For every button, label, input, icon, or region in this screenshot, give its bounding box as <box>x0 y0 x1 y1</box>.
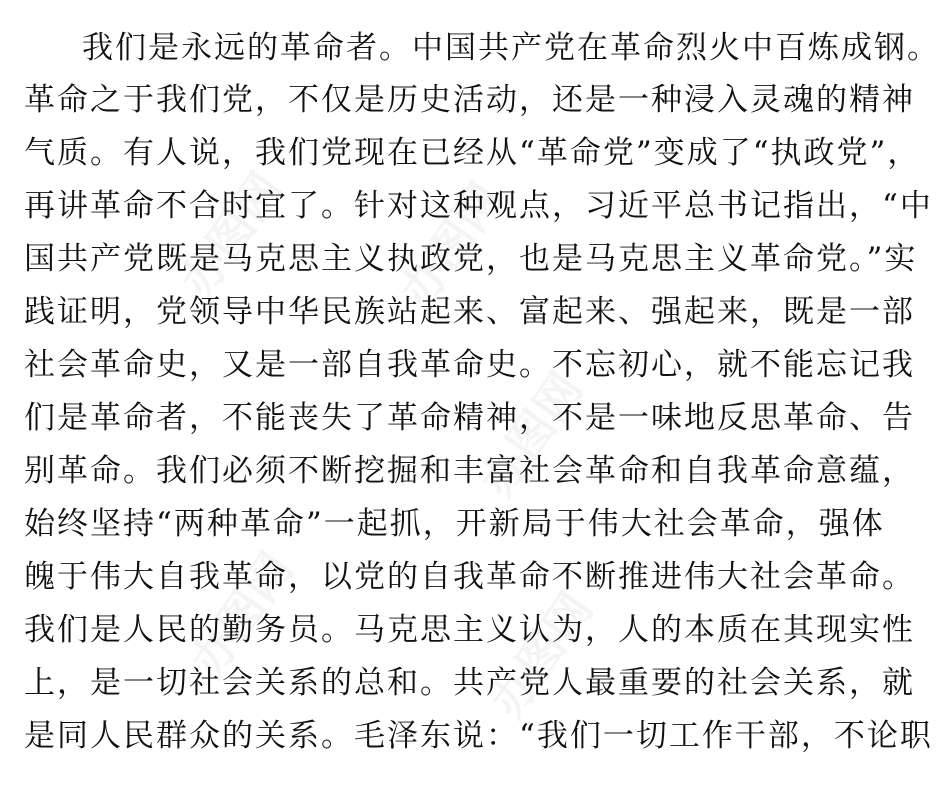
paragraph-line: 社会革命史，又是一部自我革命史。不忘初心，就不能忘记我 <box>24 347 915 383</box>
watermark: 办图网 <box>389 172 514 317</box>
paragraph-line: 上，是一切社会关系的总和。共产党人最重要的社会关系，就 <box>24 665 915 701</box>
paragraph-line: 我们是永远的革命者。中国共产党在革命烈火中百炼成钢。 <box>82 30 940 66</box>
watermark: 办图网 <box>479 582 604 727</box>
watermark: 办图网 <box>469 362 594 507</box>
watermark: 办图网 <box>179 542 304 687</box>
watermark: 办图网 <box>169 162 294 307</box>
paragraph-line: 国共产党既是马克思主义执政党，也是马克思主义革命党。”实 <box>24 241 918 277</box>
paragraph-line: 始终坚持“两种革命”一起抓，开新局于伟大社会革命，强体 <box>24 506 885 542</box>
paragraph-line: 别革命。我们必须不断挖掘和丰富社会革命和自我革命意蕴， <box>24 453 915 489</box>
paragraph-line: 魄于伟大自我革命，以党的自我革命不断推进伟大社会革命。 <box>24 559 915 595</box>
paragraph-line: 践证明，党领导中华民族站起来、富起来、强起来，既是一部 <box>24 294 915 330</box>
paragraph-line: 再讲革命不合时宜了。针对这种观点，习近平总书记指出，“中 <box>24 188 933 224</box>
paragraph-line: 是同人民群众的关系。毛泽东说：“我们一切工作干部，不论职 <box>24 718 933 754</box>
paragraph-line: 们是革命者，不能丧失了革命精神，不是一味地反思革命、告 <box>24 400 915 436</box>
paragraph-line: 气质。有人说，我们党现在已经从“革命党”变成了“执政党”， <box>24 135 921 171</box>
paragraph-line: 我们是人民的勤务员。马克思主义认为，人的本质在其现实性 <box>24 612 915 648</box>
paragraph-line: 革命之于我们党，不仅是历史活动，还是一种浸入灵魂的精神 <box>24 82 915 118</box>
